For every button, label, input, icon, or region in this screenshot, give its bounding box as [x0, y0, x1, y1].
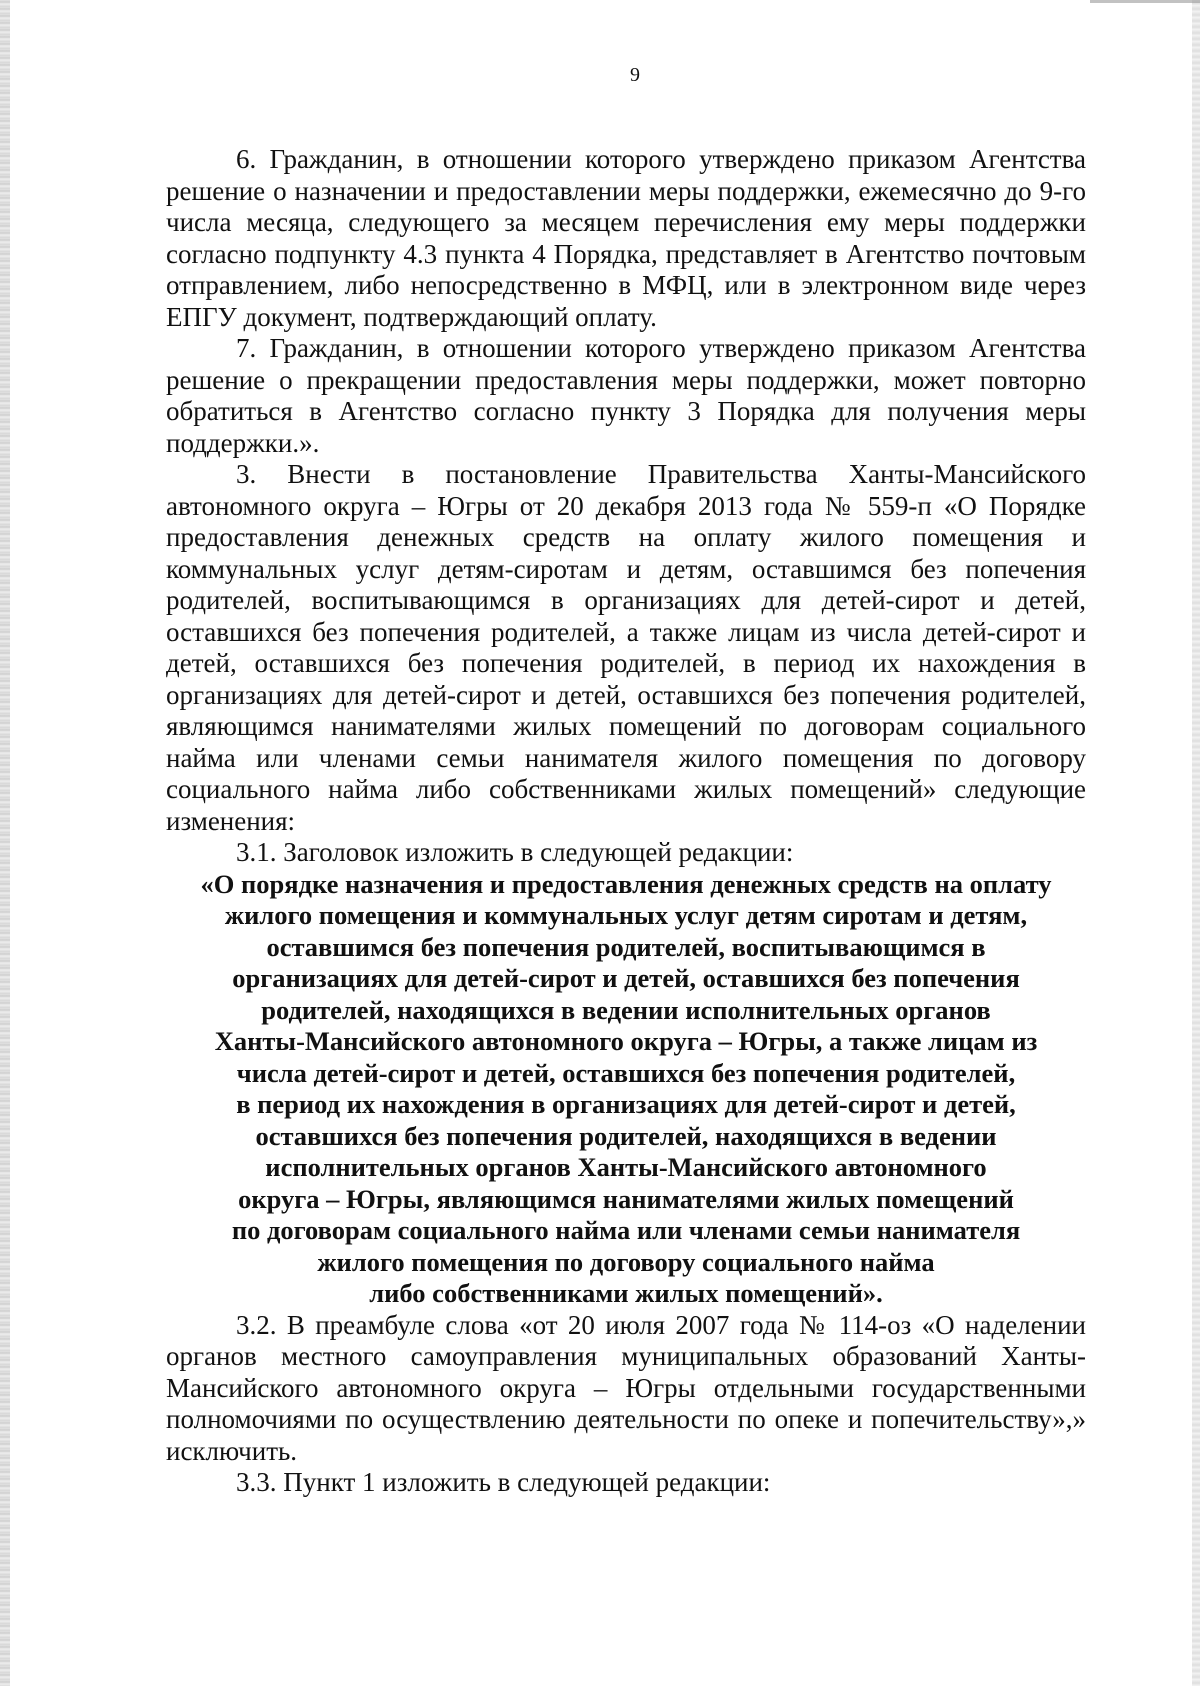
paragraph-3: 3. Внести в постановление Правительства Ханты-Мансийского автономного округа – Югры от 20 декабря 2013 года № 559-п «О Порядке предоставления денежных средств на оплату жилого помещения и коммунальных услуг детям-сиротам и детям, оставшимся без попечения родителей, воспитывающимся в организациях для детей-сирот и детей, оставшихся без попечения родителей, а также лицам из числа детей-сирот и детей, оставшихся без попечения родителей, в период их нахождения в организациях для детей-сирот и детей, оставшихся без попечения родителей, являющимся нанимателями жилых помещений по договорам социального найма или членами семьи нанимателя жилого помещения по договору социального найма либо собственниками жилых помещений» следующие изменения:: [166, 459, 1086, 836]
title-line: оставшихся без попечения родителей, находящихся в ведении: [255, 1120, 997, 1151]
title-line: жилого помещения по договору социального найма: [317, 1246, 935, 1277]
title-line: в период их нахождения в организациях для детей-сирот и детей,: [236, 1089, 1016, 1119]
title-line: родителей, находящихся в ведении исполнительных органов: [261, 994, 991, 1025]
title-line: «О порядке назначения и предоставления денежных средств на оплату: [200, 868, 1052, 899]
title-line: оставшимся без попечения родителей, воспитывающимся в: [266, 931, 986, 962]
title-line: числа детей-сирот и детей, оставшихся без попечения родителей,: [236, 1057, 1016, 1088]
title-line: по договорам социального найма или членами семьи нанимателя: [231, 1215, 1021, 1245]
paragraph-3-2: 3.2. В преамбуле слова «от 20 июля 2007 года № 114-оз «О наделении органов местного самоуправления муниципальных образований Ханты-Мансийского автономного округа – Югры отдельными государственными полномочиями по осуществлению деятельности по опеке и попечительству»,» исключить.: [166, 1309, 1086, 1466]
title-line: жилого помещения и коммунальных услуг детям сиротам и детям,: [224, 900, 1028, 930]
scan-edge-left: [0, 0, 10, 1686]
page-number: 9: [630, 64, 640, 86]
title-line: Ханты-Мансийского автономного округа – Югры, а также лицам из: [214, 1026, 1038, 1056]
paragraph-6: 6. Гражданин, в отношении которого утверждено приказом Агентства решение о назначении и предоставлении меры поддержки, ежемесячно до 9-го числа месяца, следующего за месяцем перечисления ему меры поддержки согласно подпункту 4.3 пункта 4 Порядка, представляет в Агентство почтовым отправлением, либо непосредственно в МФЦ, или в электронном виде через ЕПГУ документ, подтверждающий оплату.: [166, 144, 1086, 332]
title-line: либо собственниками жилых помещений».: [369, 1278, 883, 1308]
paragraph-3-1: 3.1. Заголовок изложить в следующей редакции:: [236, 837, 794, 867]
paragraph-7: 7. Гражданин, в отношении которого утверждено приказом Агентства решение о прекращении предоставления меры поддержки, может повторно обратиться в Агентство согласно пункту 3 Порядка для получения меры поддержки.».: [166, 333, 1086, 458]
document-body: [166, 144, 1086, 1499]
title-line: организациях для детей-сирот и детей, оставшихся без попечения: [232, 963, 1020, 993]
title-line: округа – Югры, являющимся нанимателями жилых помещений: [238, 1183, 1014, 1214]
scan-edge-right: [1192, 0, 1200, 1686]
title-line: исполнительных органов Ханты-Мансийского автономного: [265, 1152, 987, 1182]
paragraph-3-3: 3.3. Пункт 1 изложить в следующей редакции:: [236, 1467, 771, 1497]
new-title-block: [166, 869, 1086, 1310]
scan-top-mark: [1090, 0, 1200, 3]
